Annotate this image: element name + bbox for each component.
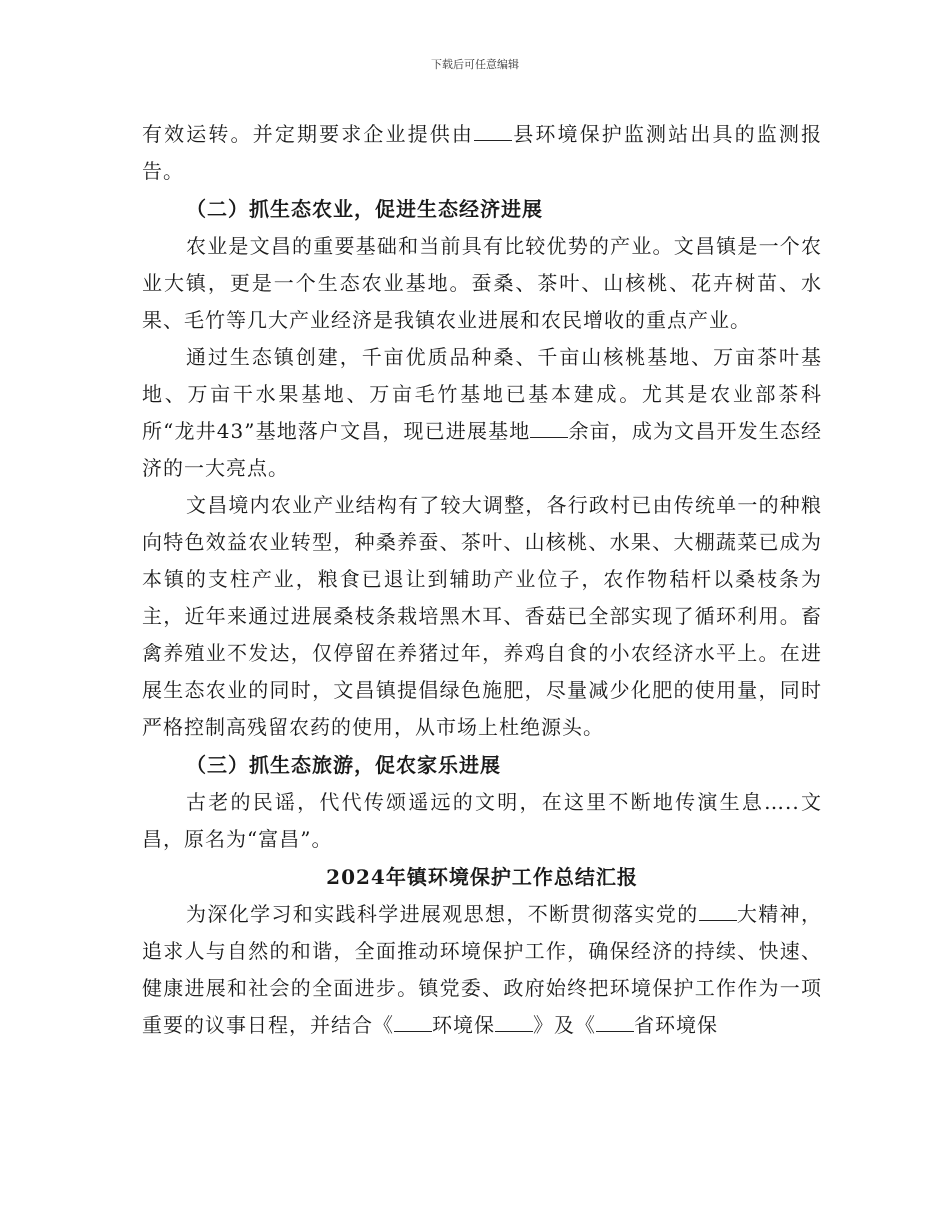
report-title (142, 858, 822, 896)
paragraph-text: 环境保 (432, 1013, 495, 1037)
fill-in-blank (699, 900, 737, 921)
paragraph-text: （三）抓生态旅游，促农家乐进展 (186, 753, 501, 777)
body-paragraph (142, 339, 822, 487)
paragraph-text: 通过生态镇创建，千亩优质品种桑、千亩山核桃基地、万亩茶叶基地、万亩干水果基地、万亩毛竹基地已基本建成。尤其是农业部茶科所“龙井43”基地落户文昌，现已进展基地 (142, 345, 822, 443)
fill-in-blank (394, 1011, 432, 1032)
paragraph-text: 为深化学习和实践科学进展观思想，不断贯彻落实党的 (186, 902, 699, 926)
body-paragraph (142, 784, 822, 858)
paragraph-text: （二）抓生态农业，促进生态经济进展 (186, 197, 543, 221)
section-heading (142, 746, 822, 784)
fill-in-blank (596, 1011, 634, 1032)
paragraph-text: 大精神，追求人与自然的和谐，全面推动环境保护工作，确保经济的持续、快速、健康进展和社会的全面进步。镇党委、政府始终把环境保护工作作为一项重要的议事日程，并结合《 (142, 902, 823, 1037)
paragraph-text: 文昌境内农业产业结构有了较大调整，各行政村已由传统单一的种粮向特色效益农业转型，种桑养蚕、茶叶、山核桃、水果、大棚蔬菜已成为本镇的支柱产业，粮食已退让到辅助产业位子，农作物秸杆以桑枝条为主，近年来通过进展桑枝条栽培黑木耳、香菇已全部实现了循环利用。畜禽养殖业不发达，仅停留在养猪过年，养鸡自食的小农经济水平上。在进展生态农业的同时，文昌镇提倡绿色施肥，尽量减少化肥的使用量，同时严格控制高残留农药的使用，从市场上杜绝源头。 (142, 493, 822, 739)
paragraph-text: 》及《 (533, 1013, 596, 1037)
section-heading (142, 190, 822, 228)
paragraph-text: 县环境保护监测站出具的监测报告。 (142, 122, 823, 183)
body-paragraph (142, 116, 822, 190)
paragraph-text: 余亩，成为文昌开发生态经济的一大亮点。 (142, 419, 822, 480)
fill-in-blank (495, 1011, 533, 1032)
body-paragraph (142, 896, 822, 1044)
fill-in-blank (474, 120, 512, 141)
page-header: 下载后可任意编辑 (431, 58, 519, 71)
paragraph-text: 2024年镇环境保护工作总结汇报 (326, 865, 638, 889)
paragraph-text: 古老的民谣，代代传颂遥远的文明，在这里不断地传演生息…..文昌，原名为“富昌”。 (142, 790, 822, 851)
paragraph-text: 农业是文昌的重要基础和当前具有比较优势的产业。文昌镇是一个农业大镇，更是一个生态农业基地。蚕桑、茶叶、山核桃、花卉树苗、水果、毛竹等几大产业经济是我镇农业进展和农民增收的重点产业。 (142, 234, 822, 332)
document-body (142, 116, 822, 1044)
paragraph-text: 省环境保 (634, 1013, 718, 1037)
fill-in-blank (530, 417, 568, 438)
paragraph-text: 有效运转。并定期要求企业提供由 (142, 122, 475, 146)
body-paragraph (142, 228, 822, 339)
body-paragraph (142, 487, 822, 746)
